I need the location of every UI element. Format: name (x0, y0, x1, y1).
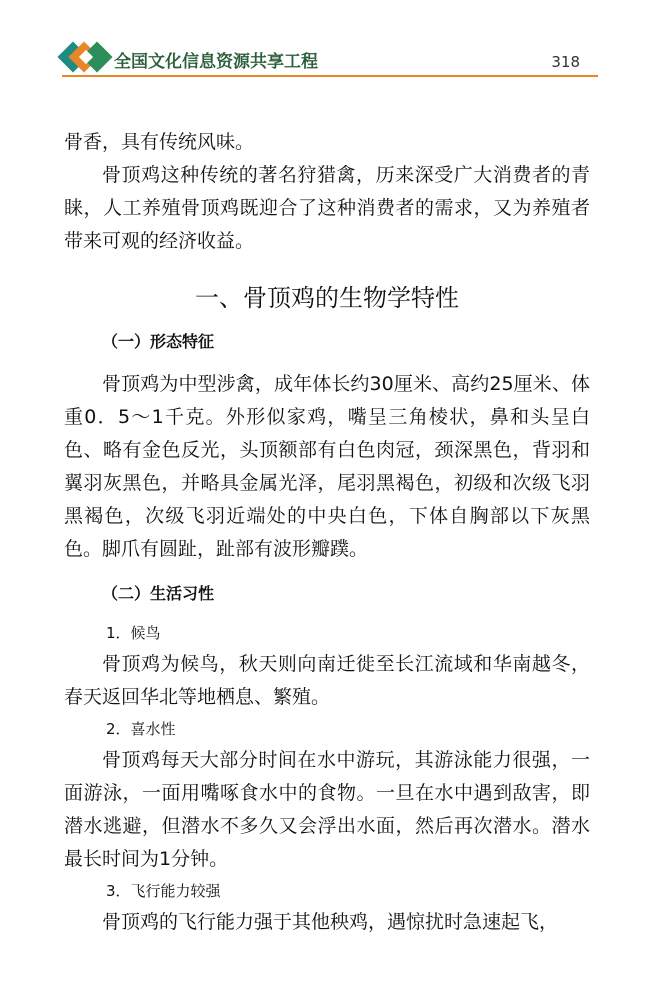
item-3-title: 3．飞行能力较强 (106, 882, 221, 900)
paragraph-1: 骨香，具有传统风味。 (64, 131, 255, 153)
item-2-title: 2．喜水性 (106, 720, 176, 738)
page-header (0, 0, 646, 80)
item-1-title: 1．候鸟 (106, 624, 161, 642)
subsection-1-title: （一）形态特征 (102, 332, 215, 351)
header-divider (62, 75, 598, 77)
subsection-1-text: 骨顶鸡为中型涉禽，成年体长约30厘米、高约25厘米、体重0．5～1千克。外形似家鸡，嘴呈三角棱状，鼻和头呈白色、略有金色反光，头顶额部有白色肉冠，颈深黑色，背羽和翼羽灰黑色，并略具金属光泽，尾羽黑褐色，初级和次级飞羽黑褐色，次级飞羽近端处的中央白色，下体自胸部以下灰黑色。脚爪有圆趾，趾部有波形瓣蹼。 (64, 373, 590, 560)
item-2-text: 骨顶鸡每天大部分时间在水中游玩，其游泳能力很强，一面游泳，一面用嘴啄食水中的食物。一旦在水中遇到敌害，即潜水逃避，但潜水不多久又会浮出水面，然后再次潜水。潜水最长时间为1分钟。 (64, 749, 590, 870)
item-3-text: 骨顶鸡的飞行能力强于其他秧鸡，遇惊扰时急速起飞， (102, 911, 559, 933)
page-number: 318 (551, 53, 580, 71)
subsection-2-title: （二）生活习性 (102, 584, 215, 603)
item-1-text: 骨顶鸡为候鸟，秋天则向南迁徙至长江流域和华南越冬，春天返回华北等地栖息、繁殖。 (64, 653, 590, 708)
logo-icon (62, 42, 114, 74)
page-body (64, 126, 590, 939)
section-title: 一、骨顶鸡的生物学特性 (195, 284, 459, 312)
paragraph-2: 骨顶鸡这种传统的著名狩猎禽，历来深受广大消费者的青睐，人工养殖骨顶鸡既迎合了这种消费者的需求，又为养殖者带来可观的经济收益。 (64, 164, 590, 252)
header-title: 全国文化信息资源共享工程 (114, 52, 318, 72)
